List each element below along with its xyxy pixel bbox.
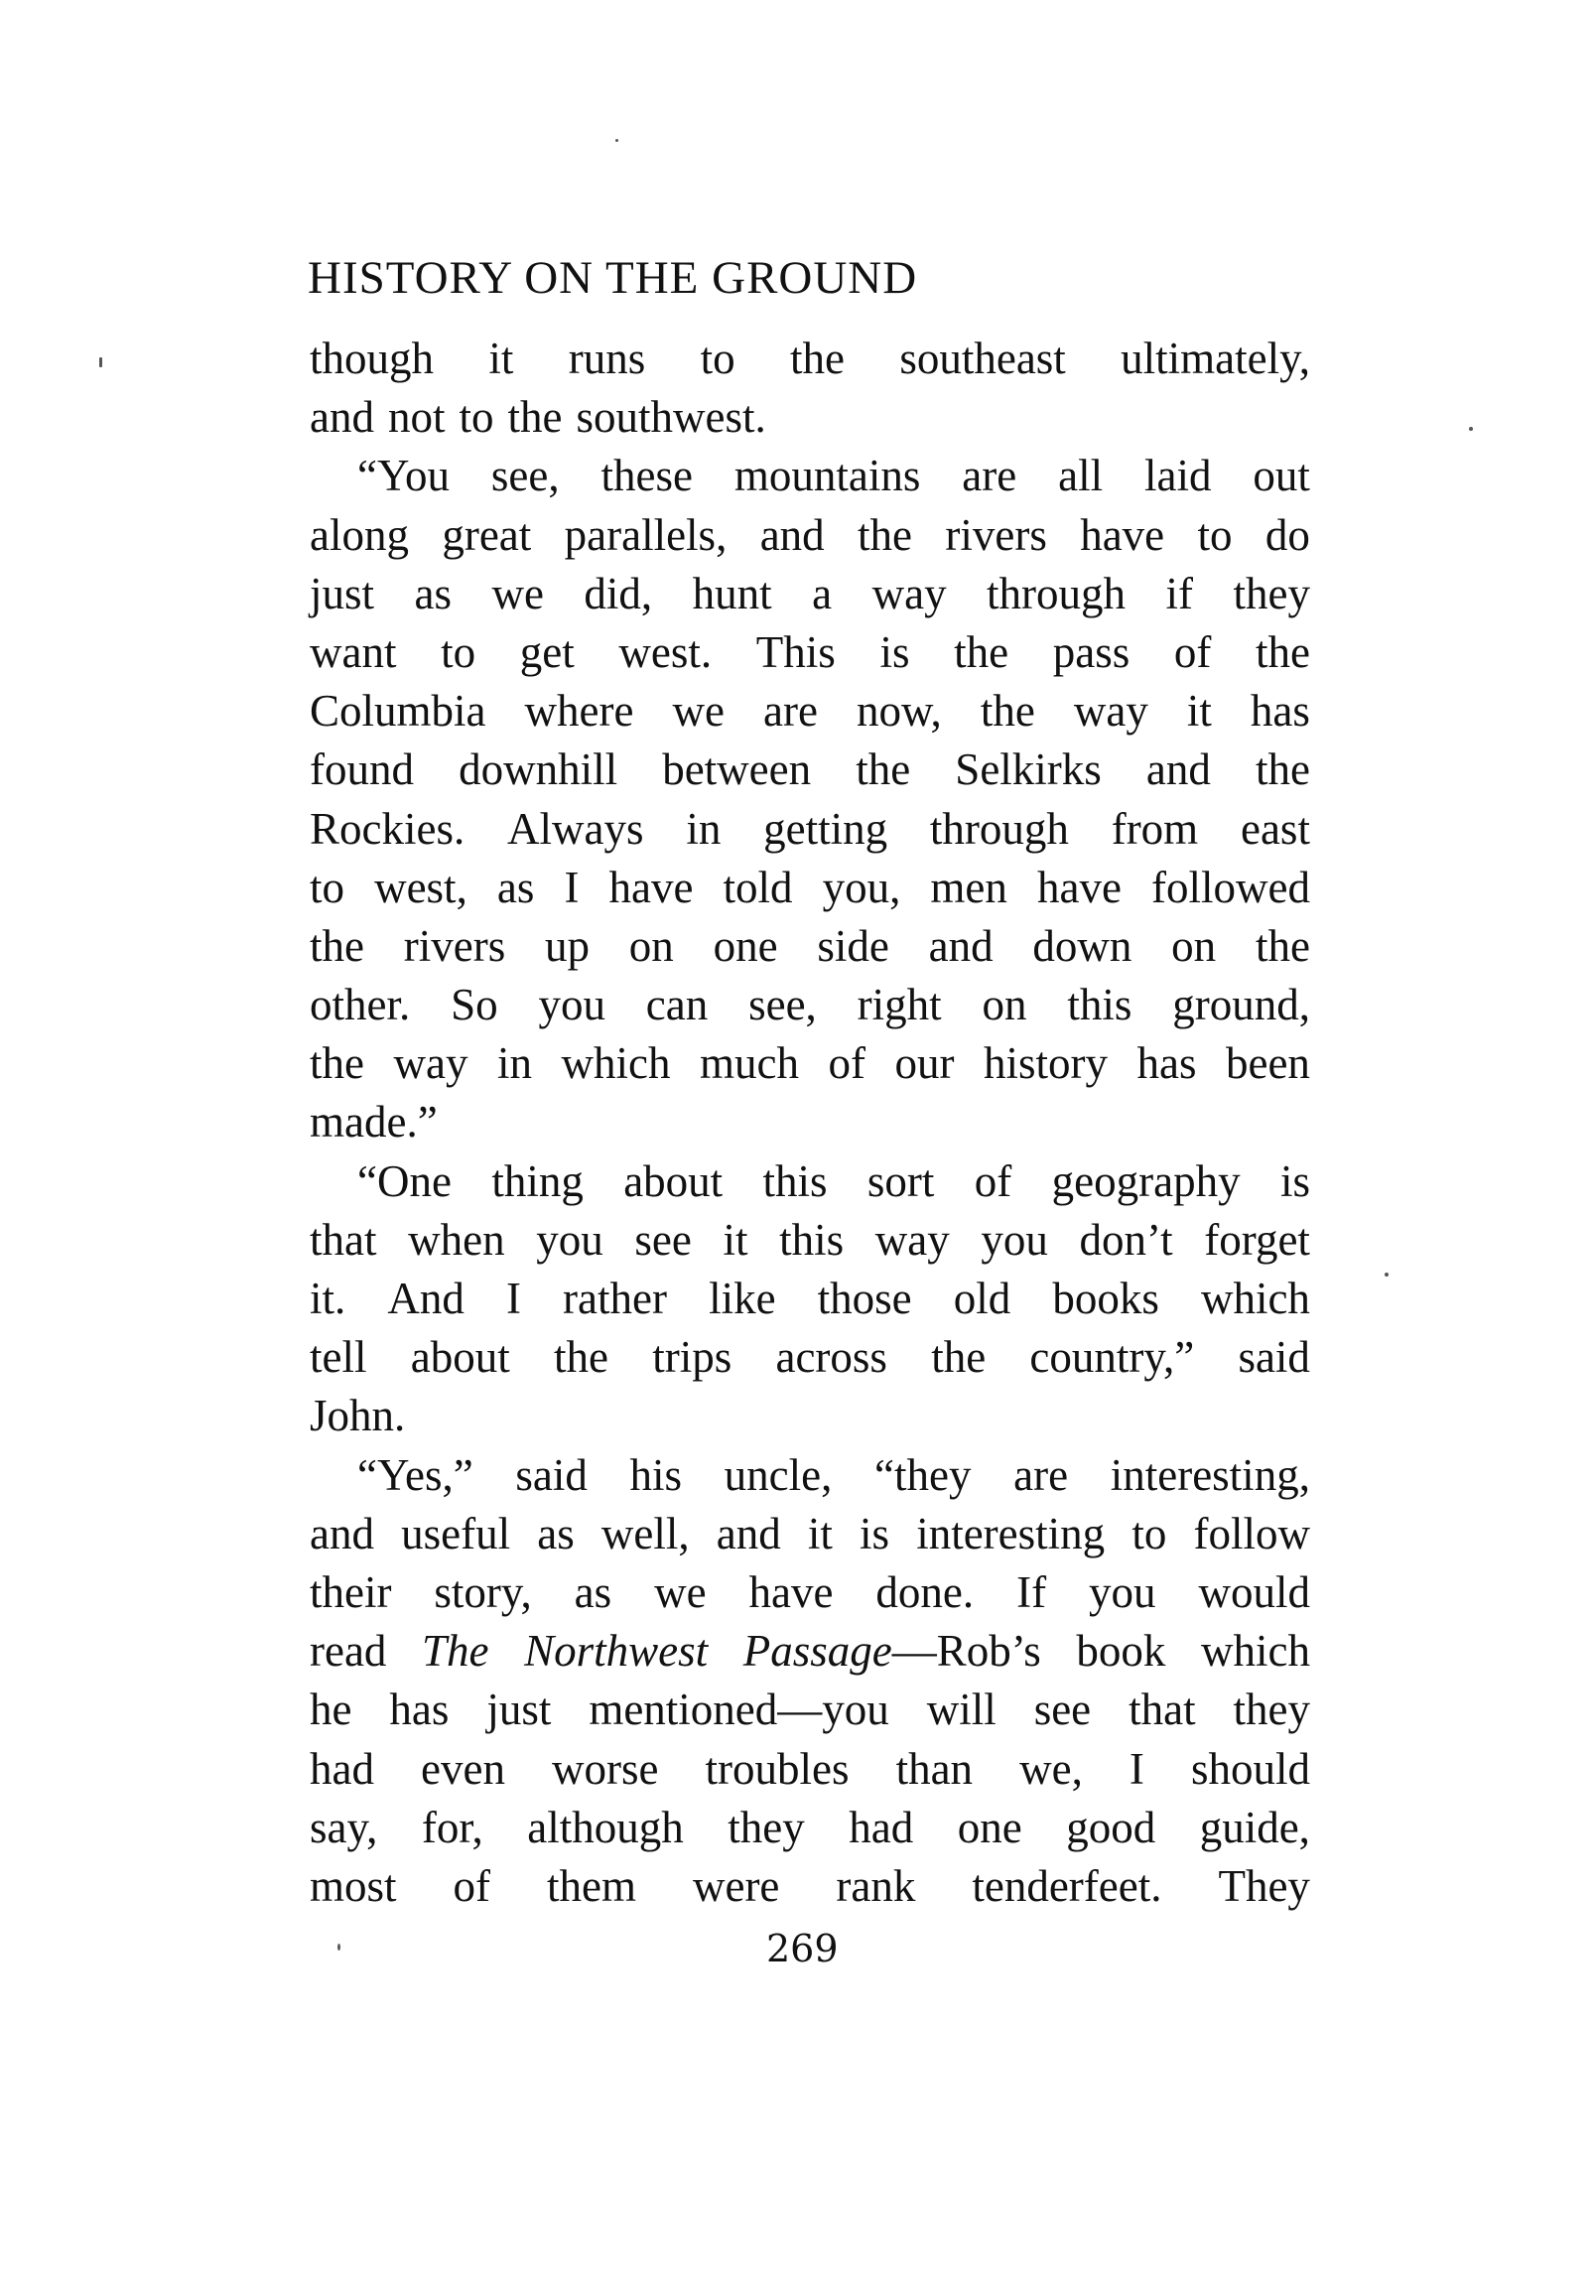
word: see	[1033, 1685, 1092, 1735]
word: thing	[491, 1155, 584, 1206]
word: of	[828, 1038, 865, 1089]
word: men	[930, 862, 1007, 912]
word: where	[524, 686, 634, 737]
word: great	[442, 509, 532, 560]
word: east	[1240, 803, 1310, 854]
word: I	[505, 1274, 521, 1323]
word: as	[496, 862, 535, 912]
word: parallels,	[564, 509, 728, 560]
word: “You	[357, 451, 450, 501]
word: if	[1165, 568, 1194, 618]
word: and	[928, 920, 994, 971]
word: old	[953, 1274, 1011, 1323]
word: worse	[552, 1743, 659, 1794]
word: our	[894, 1038, 955, 1089]
word: through	[987, 568, 1127, 618]
word: to	[1131, 1508, 1167, 1558]
word: books	[1052, 1274, 1159, 1323]
word: found	[310, 744, 414, 795]
word: forget	[1204, 1214, 1310, 1265]
word: of	[974, 1155, 1012, 1206]
word: been	[1225, 1038, 1310, 1089]
word: to	[1197, 509, 1233, 560]
word: on	[1171, 920, 1217, 971]
text-line	[310, 682, 1310, 741]
word: which	[561, 1038, 671, 1089]
word: see	[634, 1214, 692, 1265]
word: it.	[310, 1274, 346, 1323]
word: “One	[357, 1155, 452, 1206]
text-line	[310, 741, 1310, 799]
word: their	[310, 1566, 392, 1617]
word: between	[662, 744, 812, 795]
word: had	[849, 1802, 914, 1852]
word: southwest.	[576, 392, 766, 443]
word: say,	[310, 1802, 378, 1852]
text-line	[310, 1505, 1310, 1563]
word: his	[629, 1449, 683, 1500]
word: If	[1016, 1566, 1047, 1617]
word: and	[310, 1508, 374, 1558]
word: to	[310, 862, 345, 912]
word: though	[310, 334, 435, 383]
word: the	[858, 509, 913, 560]
word: useful	[401, 1508, 511, 1558]
word: don’t	[1079, 1214, 1173, 1265]
text-line	[310, 623, 1310, 682]
word: interesting	[916, 1508, 1106, 1558]
word: would	[1198, 1566, 1310, 1617]
word: now,	[856, 686, 942, 737]
word: story,	[434, 1566, 532, 1617]
word: This	[755, 626, 836, 677]
word: west.	[618, 626, 713, 677]
word: uncle,	[724, 1449, 833, 1500]
word: is	[860, 1508, 890, 1558]
word: should	[1190, 1743, 1310, 1794]
text-line	[310, 1093, 1310, 1151]
word: side	[817, 920, 889, 971]
word: you	[1089, 1566, 1156, 1617]
word: like	[709, 1274, 776, 1323]
word: just	[486, 1685, 552, 1735]
word: they	[728, 1802, 805, 1852]
text-line	[310, 1622, 1310, 1681]
word: which	[1200, 1274, 1310, 1323]
word: about	[410, 1332, 510, 1383]
word: for,	[421, 1802, 483, 1852]
word: we,	[1019, 1743, 1083, 1794]
word: other.	[310, 980, 411, 1030]
word: way	[393, 1038, 468, 1089]
word: in	[496, 1038, 532, 1089]
word: said	[515, 1449, 588, 1500]
word: do	[1264, 509, 1310, 560]
word: follow	[1193, 1508, 1310, 1558]
text-line	[310, 330, 1310, 388]
text-line	[310, 859, 1310, 917]
word: well,	[600, 1508, 690, 1558]
word: he	[310, 1685, 352, 1735]
word: can	[645, 980, 709, 1030]
word: tell	[310, 1332, 367, 1383]
word: and	[1145, 744, 1211, 795]
word: and	[759, 509, 825, 560]
word: from	[1111, 803, 1199, 854]
word: have	[1036, 862, 1122, 912]
word: that	[310, 1214, 377, 1265]
word: rivers	[945, 509, 1047, 560]
word: the	[310, 920, 364, 971]
word: it	[807, 1508, 833, 1558]
text-line	[310, 800, 1310, 859]
word: interesting,	[1110, 1449, 1310, 1500]
word: them	[547, 1860, 636, 1911]
word: it	[723, 1214, 748, 1265]
word: had	[310, 1743, 374, 1794]
word: country,”	[1029, 1332, 1195, 1383]
word: on	[628, 920, 674, 971]
word: is	[1279, 1155, 1310, 1206]
word: they	[1233, 568, 1310, 618]
word: good	[1066, 1802, 1156, 1852]
word: which	[1200, 1626, 1310, 1677]
word: the	[856, 744, 911, 795]
word: we	[654, 1566, 707, 1617]
scan-speck	[1385, 1273, 1389, 1277]
word: will	[926, 1685, 997, 1735]
word: get	[519, 626, 575, 677]
word: “Yes,”	[357, 1449, 473, 1500]
word: a	[812, 568, 833, 618]
word: than	[895, 1743, 974, 1794]
word: of	[1173, 626, 1212, 677]
word: this	[779, 1214, 845, 1265]
word: Selkirks	[955, 744, 1102, 795]
word: mountains	[733, 451, 921, 501]
word: and	[310, 392, 374, 443]
word: Always	[507, 803, 644, 854]
word: although	[527, 1802, 684, 1852]
page-number: 269	[766, 1927, 839, 1970]
text-line	[310, 447, 1310, 505]
word: one	[713, 920, 778, 971]
text-line	[310, 1270, 1310, 1328]
text-line	[310, 1152, 1310, 1211]
text-line	[310, 1387, 1310, 1445]
word: and	[716, 1508, 781, 1558]
word: rank	[836, 1860, 916, 1911]
word: hunt	[692, 568, 772, 618]
word: John.	[310, 1391, 406, 1441]
word: told	[723, 862, 793, 912]
word: not	[387, 392, 446, 443]
word: it	[1186, 686, 1212, 737]
word: “they	[874, 1449, 972, 1500]
word: book	[1076, 1626, 1166, 1677]
word: through	[929, 803, 1069, 854]
word: up	[545, 920, 591, 971]
word: they	[1233, 1685, 1310, 1735]
word: pass	[1052, 626, 1130, 677]
word: have	[608, 862, 694, 912]
word: as	[574, 1566, 612, 1617]
text-line	[310, 1034, 1310, 1093]
word: you	[538, 980, 605, 1030]
word: of	[453, 1860, 491, 1911]
word: those	[817, 1274, 912, 1323]
word: this	[1067, 980, 1132, 1030]
word: are	[1013, 1449, 1069, 1500]
word: trips	[652, 1332, 732, 1383]
word: to	[700, 334, 735, 383]
word: said	[1238, 1332, 1310, 1383]
word: see,	[490, 451, 560, 501]
word: mentioned—you	[589, 1685, 889, 1735]
word: along	[310, 509, 409, 560]
word: we	[491, 568, 544, 618]
word: Northwest	[524, 1626, 709, 1677]
word: even	[421, 1743, 505, 1794]
word: southeast	[899, 334, 1066, 383]
word: you	[981, 1214, 1048, 1265]
word: most	[310, 1860, 397, 1911]
text-line	[310, 917, 1310, 976]
word: you	[536, 1214, 603, 1265]
text-line	[310, 976, 1310, 1034]
word: downhill	[459, 744, 618, 795]
word: just	[310, 568, 375, 618]
word: has	[1250, 686, 1310, 737]
word: geography	[1051, 1155, 1241, 1206]
word: rivers	[403, 920, 506, 971]
word: as	[414, 568, 452, 618]
word: ultimately,	[1121, 334, 1310, 383]
word: the	[954, 626, 1009, 677]
text-line	[310, 1799, 1310, 1857]
scan-speck	[99, 357, 102, 367]
word: that	[1129, 1685, 1196, 1735]
word: one	[957, 1802, 1022, 1852]
word: getting	[763, 803, 888, 854]
word: the	[1256, 626, 1310, 677]
word: made.”	[310, 1097, 438, 1148]
word: I	[1129, 1743, 1144, 1794]
word: has	[389, 1685, 450, 1735]
word: So	[451, 980, 498, 1030]
word: it	[488, 334, 514, 383]
word: you,	[822, 862, 901, 912]
word: down	[1032, 920, 1132, 971]
word: way	[874, 1214, 950, 1265]
text-line	[310, 388, 1310, 447]
word: we	[672, 686, 725, 737]
word: the	[931, 1332, 987, 1383]
word: see,	[748, 980, 817, 1030]
text-line	[310, 1857, 1310, 1916]
word: the	[1255, 920, 1310, 971]
word: as	[537, 1508, 575, 1558]
word: the	[507, 392, 563, 443]
word: way	[1073, 686, 1148, 737]
scan-speck	[615, 139, 618, 142]
text-line	[310, 506, 1310, 565]
word: when	[408, 1214, 505, 1265]
word: the	[310, 1038, 364, 1089]
word: have	[748, 1566, 834, 1617]
word: want	[310, 626, 397, 677]
word: The	[422, 1626, 489, 1677]
word: way	[871, 568, 947, 618]
word: I	[564, 862, 580, 912]
word: the	[789, 334, 845, 383]
word: did,	[584, 568, 653, 618]
word: And	[387, 1274, 465, 1323]
word: these	[600, 451, 693, 501]
word: runs	[568, 334, 646, 383]
word: to	[459, 392, 494, 443]
body-text	[310, 330, 1310, 1916]
word: the	[1255, 744, 1310, 795]
word: followed	[1150, 862, 1310, 912]
text-line	[310, 1563, 1310, 1622]
word: across	[775, 1332, 887, 1383]
scan-speck	[1469, 427, 1473, 431]
word: sort	[866, 1155, 935, 1206]
word: has	[1136, 1038, 1197, 1089]
word: much	[699, 1038, 799, 1089]
text-line	[310, 1740, 1310, 1799]
text-line	[310, 1446, 1310, 1505]
scan-speck	[337, 1944, 340, 1951]
word: have	[1080, 509, 1165, 560]
word: were	[692, 1860, 780, 1911]
word: about	[623, 1155, 724, 1206]
word: rather	[563, 1274, 667, 1323]
word: out	[1253, 451, 1310, 501]
running-head: HISTORY ON THE GROUND	[308, 252, 918, 304]
text-line	[310, 1328, 1310, 1387]
word: in	[686, 803, 722, 854]
word: to	[441, 626, 476, 677]
word: read	[310, 1626, 387, 1677]
word: all	[1058, 451, 1104, 501]
word: Passage—Rob’s	[742, 1626, 1041, 1677]
word: on	[982, 980, 1027, 1030]
word: guide,	[1199, 1802, 1310, 1852]
word: this	[762, 1155, 828, 1206]
word: are	[763, 686, 818, 737]
word: the	[980, 686, 1035, 737]
word: troubles	[705, 1743, 850, 1794]
word: They	[1218, 1860, 1310, 1911]
word: laid	[1144, 451, 1212, 501]
word: the	[553, 1332, 608, 1383]
word: right	[857, 980, 942, 1030]
text-line	[310, 1681, 1310, 1739]
word: is	[879, 626, 910, 677]
word: tenderfeet.	[972, 1860, 1162, 1911]
word: are	[962, 451, 1017, 501]
text-line	[310, 565, 1310, 623]
word: history	[983, 1038, 1108, 1089]
word: Rockies.	[310, 803, 466, 854]
word: west,	[374, 862, 467, 912]
word: Columbia	[310, 686, 486, 737]
word: ground,	[1172, 980, 1310, 1030]
word: done.	[875, 1566, 975, 1617]
text-line	[310, 1211, 1310, 1270]
